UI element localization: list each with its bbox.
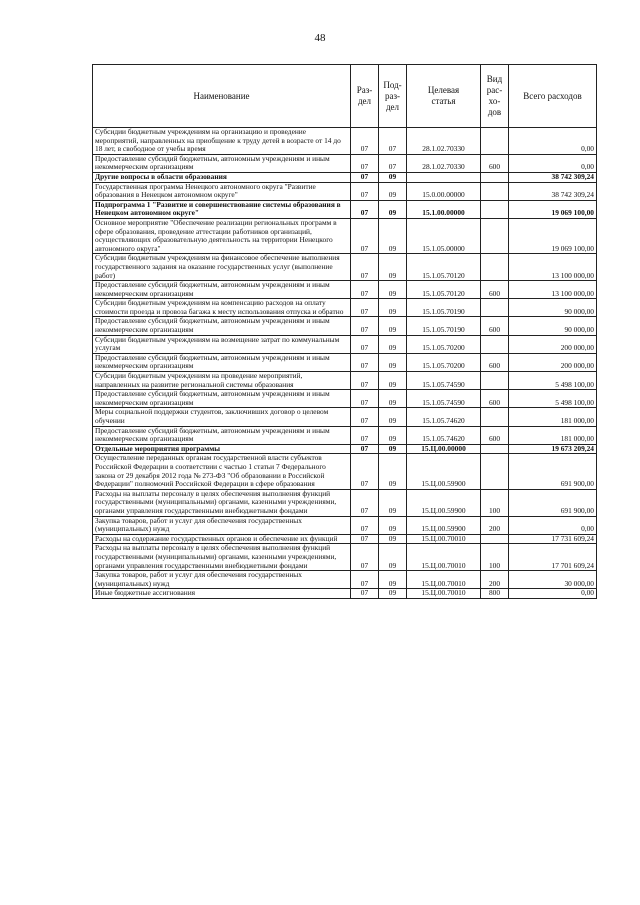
row-total: 19 673 209,24 xyxy=(509,444,597,454)
row-name: Субсидии бюджетным учреждениям на возмещение затрат по коммунальным услугам xyxy=(93,335,351,353)
row-target: 15.1.05.70200 xyxy=(407,353,481,371)
row-total: 181 000,00 xyxy=(509,426,597,444)
row-section: 07 xyxy=(351,299,379,317)
row-expense-type: 200 xyxy=(481,571,509,589)
row-target: 15.1.00.00000 xyxy=(407,200,481,218)
header-subsection: Под- раз- дел xyxy=(379,65,407,128)
header-section: Раз- дел xyxy=(351,65,379,128)
table-row xyxy=(93,571,597,589)
row-target: 15.1.05.70120 xyxy=(407,281,481,299)
row-subsection: 09 xyxy=(379,426,407,444)
row-total: 691 900,00 xyxy=(509,454,597,489)
row-section: 07 xyxy=(351,454,379,489)
row-subsection: 09 xyxy=(379,408,407,426)
row-name: Субсидии бюджетным учреждениям на проведение мероприятий, направленных на развитие региональной системы образования xyxy=(93,372,351,390)
row-total: 90 000,00 xyxy=(509,299,597,317)
row-expense-type: 800 xyxy=(481,589,509,599)
row-section: 07 xyxy=(351,218,379,253)
row-name: Осуществление переданных органам государственной власти субъектов Российской Федерации в соответствии с частью 1 статьи 7 Федерального закона от 29 декабря 2012 года № 273-ФЗ "Об образовании в Российской Федерации" полномочий Российской Федерации в сфере образования xyxy=(93,454,351,489)
row-section: 07 xyxy=(351,489,379,516)
table-row xyxy=(93,299,597,317)
row-subsection: 09 xyxy=(379,299,407,317)
row-section: 07 xyxy=(351,516,379,534)
row-name: Предоставление субсидий бюджетным, автономным учреждениям и иным некоммерческим организациям xyxy=(93,353,351,371)
row-total: 5 498 100,00 xyxy=(509,390,597,408)
row-section: 07 xyxy=(351,281,379,299)
row-subsection: 09 xyxy=(379,444,407,454)
row-target: 15.0.00.00000 xyxy=(407,182,481,200)
row-target: 15.1.05.70190 xyxy=(407,317,481,335)
row-subsection: 09 xyxy=(379,182,407,200)
row-total: 0,00 xyxy=(509,128,597,155)
row-subsection: 09 xyxy=(379,172,407,182)
row-name: Подпрограмма 1 "Развитие и совершенствование системы образования в Ненецком автономном округе" xyxy=(93,200,351,218)
row-expense-type xyxy=(481,182,509,200)
row-name: Расходы на выплаты персоналу в целях обеспечения выполнения функций государственными (муниципальными) органами, казенными учреждениями, органами управления государственными внебюджетными фондами xyxy=(93,544,351,571)
row-name: Меры социальной поддержки студентов, заключивших договор о целевом обучении xyxy=(93,408,351,426)
row-total: 38 742 309,24 xyxy=(509,182,597,200)
row-expense-type xyxy=(481,254,509,281)
row-subsection: 09 xyxy=(379,571,407,589)
table-row xyxy=(93,154,597,172)
row-total: 181 000,00 xyxy=(509,408,597,426)
row-subsection: 09 xyxy=(379,544,407,571)
row-subsection: 09 xyxy=(379,589,407,599)
row-name: Субсидии бюджетным учреждениям на компенсацию расходов на оплату стоимости проезда и провоза багажа к месту использования отпуска и обратно xyxy=(93,299,351,317)
row-name: Закупка товаров, работ и услуг для обеспечения государственных (муниципальных) нужд xyxy=(93,571,351,589)
row-subsection: 09 xyxy=(379,489,407,516)
row-total: 0,00 xyxy=(509,589,597,599)
row-target: 15.1.05.74620 xyxy=(407,408,481,426)
row-subsection: 07 xyxy=(379,128,407,155)
row-target: 15.Ц.00.70010 xyxy=(407,544,481,571)
table-row xyxy=(93,281,597,299)
row-section: 07 xyxy=(351,408,379,426)
row-expense-type xyxy=(481,444,509,454)
row-expense-type xyxy=(481,408,509,426)
table-row xyxy=(93,372,597,390)
row-name: Закупка товаров, работ и услуг для обеспечения государственных (муниципальных) нужд xyxy=(93,516,351,534)
row-expense-type xyxy=(481,218,509,253)
row-name: Иные бюджетные ассигнования xyxy=(93,589,351,599)
row-total: 19 069 100,00 xyxy=(509,200,597,218)
row-section: 07 xyxy=(351,353,379,371)
row-name: Государственная программа Ненецкого автономного округа "Развитие образования в Ненецком автономном округе" xyxy=(93,182,351,200)
table-row xyxy=(93,390,597,408)
row-expense-type xyxy=(481,534,509,544)
row-target: 15.Ц.00.59900 xyxy=(407,516,481,534)
row-name: Другие вопросы в области образования xyxy=(93,172,351,182)
table-row xyxy=(93,408,597,426)
table-row xyxy=(93,544,597,571)
row-section: 07 xyxy=(351,390,379,408)
table-row xyxy=(93,516,597,534)
row-target: 15.Ц.00.59900 xyxy=(407,454,481,489)
page-number: 48 xyxy=(314,32,326,44)
row-expense-type: 600 xyxy=(481,281,509,299)
row-section: 07 xyxy=(351,200,379,218)
table-row xyxy=(93,426,597,444)
row-subsection: 09 xyxy=(379,254,407,281)
table-row xyxy=(93,335,597,353)
row-expense-type: 100 xyxy=(481,544,509,571)
row-name: Отдельные мероприятия программы xyxy=(93,444,351,454)
row-expense-type: 600 xyxy=(481,426,509,444)
row-name: Предоставление субсидий бюджетным, автономным учреждениям и иным некоммерческим организациям xyxy=(93,317,351,335)
row-subsection: 09 xyxy=(379,390,407,408)
row-total: 19 069 100,00 xyxy=(509,218,597,253)
table-row xyxy=(93,589,597,599)
row-subsection: 09 xyxy=(379,218,407,253)
row-expense-type xyxy=(481,299,509,317)
row-target: 15.1.05.74590 xyxy=(407,372,481,390)
budget-table xyxy=(92,64,597,599)
row-expense-type xyxy=(481,172,509,182)
row-subsection: 09 xyxy=(379,372,407,390)
row-section: 07 xyxy=(351,544,379,571)
row-target: 15.Ц.00.70010 xyxy=(407,534,481,544)
row-section: 07 xyxy=(351,154,379,172)
row-subsection: 09 xyxy=(379,454,407,489)
header-expense-type: Вид рас- хо- дов xyxy=(481,65,509,128)
row-expense-type: 600 xyxy=(481,317,509,335)
row-section: 07 xyxy=(351,534,379,544)
row-name: Субсидии бюджетным учреждениям на финансовое обеспечение выполнения государственного задания на оказание государственных услуг (выполнение работ) xyxy=(93,254,351,281)
row-target: 15.1.05.70190 xyxy=(407,299,481,317)
row-section: 07 xyxy=(351,571,379,589)
row-total: 30 000,00 xyxy=(509,571,597,589)
row-subsection: 09 xyxy=(379,200,407,218)
row-name: Предоставление субсидий бюджетным, автономным учреждениям и иным некоммерческим организациям xyxy=(93,154,351,172)
row-total: 13 100 000,00 xyxy=(509,254,597,281)
row-section: 07 xyxy=(351,444,379,454)
row-total: 0,00 xyxy=(509,516,597,534)
row-expense-type: 100 xyxy=(481,489,509,516)
table-row xyxy=(93,182,597,200)
row-subsection: 09 xyxy=(379,281,407,299)
row-name: Предоставление субсидий бюджетным, автономным учреждениям и иным некоммерческим организациям xyxy=(93,390,351,408)
row-total: 691 900,00 xyxy=(509,489,597,516)
row-section: 07 xyxy=(351,172,379,182)
header-target: Целевая статья xyxy=(407,65,481,128)
row-expense-type xyxy=(481,454,509,489)
row-total: 200 000,00 xyxy=(509,353,597,371)
row-subsection: 09 xyxy=(379,534,407,544)
row-section: 07 xyxy=(351,335,379,353)
row-name: Расходы на содержание государственных органов и обеспечение их функций xyxy=(93,534,351,544)
header-name: Наименование xyxy=(93,65,351,128)
table-row xyxy=(93,353,597,371)
row-expense-type: 200 xyxy=(481,516,509,534)
row-expense-type xyxy=(481,372,509,390)
row-section: 07 xyxy=(351,128,379,155)
row-target: 15.1.05.74590 xyxy=(407,390,481,408)
table-row xyxy=(93,489,597,516)
row-target: 15.1.05.00000 xyxy=(407,218,481,253)
table-row xyxy=(93,172,597,182)
table-row xyxy=(93,218,597,253)
row-expense-type: 600 xyxy=(481,154,509,172)
row-section: 07 xyxy=(351,589,379,599)
row-subsection: 09 xyxy=(379,335,407,353)
header-total: Всего расходов xyxy=(509,65,597,128)
row-section: 07 xyxy=(351,426,379,444)
row-target: 15.1.05.70120 xyxy=(407,254,481,281)
row-total: 38 742 309,24 xyxy=(509,172,597,182)
row-name: Предоставление субсидий бюджетным, автономным учреждениям и иным некоммерческим организациям xyxy=(93,426,351,444)
row-name: Расходы на выплаты персоналу в целях обеспечения выполнения функций государственными (муниципальными) органами, казенными учреждениями, органами управления государственными внебюджетными фондами xyxy=(93,489,351,516)
row-section: 07 xyxy=(351,182,379,200)
row-expense-type xyxy=(481,200,509,218)
row-total: 5 498 100,00 xyxy=(509,372,597,390)
row-target: 15.Ц.00.70010 xyxy=(407,571,481,589)
row-expense-type: 600 xyxy=(481,353,509,371)
row-target: 28.1.02.70330 xyxy=(407,128,481,155)
row-name: Предоставление субсидий бюджетным, автономным учреждениям и иным некоммерческим организациям xyxy=(93,281,351,299)
row-expense-type: 600 xyxy=(481,390,509,408)
row-name: Субсидии бюджетным учреждениям на организацию и проведение мероприятий, направленных на приобщение к труду детей в возрасте от 14 до 18 лет, в свободное от учебы время xyxy=(93,128,351,155)
row-target: 15.Ц.00.70010 xyxy=(407,589,481,599)
row-target xyxy=(407,172,481,182)
row-target: 15.Ц.00.59900 xyxy=(407,489,481,516)
row-total: 90 000,00 xyxy=(509,317,597,335)
table-row xyxy=(93,454,597,489)
row-total: 17 701 609,24 xyxy=(509,544,597,571)
row-total: 200 000,00 xyxy=(509,335,597,353)
table-row xyxy=(93,317,597,335)
table-row xyxy=(93,254,597,281)
row-expense-type xyxy=(481,128,509,155)
table-row xyxy=(93,200,597,218)
row-target: 15.Ц.00.00000 xyxy=(407,444,481,454)
row-section: 07 xyxy=(351,254,379,281)
table-row xyxy=(93,128,597,155)
row-section: 07 xyxy=(351,317,379,335)
row-name: Основное мероприятие "Обеспечение реализации региональных программ в сфере образования, проведение аттестации работников организаций, осуществляющих образовательную деятельность на территории Ненецкого автономного округа" xyxy=(93,218,351,253)
row-subsection: 09 xyxy=(379,353,407,371)
row-subsection: 09 xyxy=(379,516,407,534)
row-target: 15.1.05.74620 xyxy=(407,426,481,444)
row-expense-type xyxy=(481,335,509,353)
row-target: 15.1.05.70200 xyxy=(407,335,481,353)
row-subsection: 09 xyxy=(379,317,407,335)
row-total: 0,00 xyxy=(509,154,597,172)
table-header-row xyxy=(93,65,597,128)
row-target: 28.1.02.70330 xyxy=(407,154,481,172)
row-subsection: 07 xyxy=(379,154,407,172)
row-total: 17 731 609,24 xyxy=(509,534,597,544)
row-section: 07 xyxy=(351,372,379,390)
row-total: 13 100 000,00 xyxy=(509,281,597,299)
